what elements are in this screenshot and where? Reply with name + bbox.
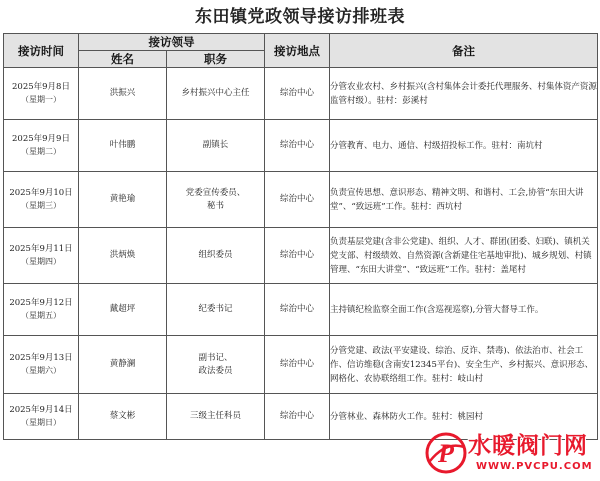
cell-date: [4, 228, 79, 284]
cell-position: [167, 68, 265, 120]
cell-note: 分管党建、政法(平安建设、综治、反诈、禁毒)、依法治市、社会工作、信访维稳(含南安12345平台)、安全生产、乡村振兴、意识形态、网格化、农协联络组工作。驻村：岐山村: [330, 336, 598, 394]
cell-position: [167, 228, 265, 284]
cell-name: 戴超坪: [79, 284, 167, 336]
cell-position: [167, 336, 265, 394]
cell-date: [4, 336, 79, 394]
weekday-text: （星期三）: [21, 201, 61, 210]
table-row: [4, 228, 598, 284]
position-line: 党委宣传委员、: [185, 187, 246, 198]
position-line: 秘书: [206, 200, 224, 211]
cell-location: 综治中心: [265, 68, 330, 120]
table-body: [4, 68, 598, 440]
position-line: 副镇长: [202, 140, 229, 150]
weekday-text: （星期五）: [21, 311, 61, 320]
cell-location: 综治中心: [265, 228, 330, 284]
cell-position: [167, 120, 265, 172]
cell-name: 黄艳瑜: [79, 172, 167, 228]
cell-note: 分管农业农村、乡村振兴(含村集体会计委托代理服务、村集体资产资源监管村级）。驻村：彭溪村: [330, 68, 598, 120]
page-title: 东田镇党政领导接访排班表: [195, 7, 405, 27]
date-text: 2025年9月11日: [9, 244, 73, 254]
schedule-table: [3, 33, 598, 440]
brand-logo-icon: [424, 431, 468, 475]
table-row: [4, 120, 598, 172]
table-header: [4, 34, 598, 68]
cell-position: [167, 284, 265, 336]
date-text: 2025年9月10日: [9, 188, 73, 198]
cell-location: 综治中心: [265, 336, 330, 394]
date-text: 2025年9月9日: [12, 134, 70, 144]
cell-date: [4, 284, 79, 336]
position-line: 纪委书记: [198, 304, 233, 314]
cell-name: 黄静澜: [79, 336, 167, 394]
table-row: [4, 68, 598, 120]
cell-location: 综治中心: [265, 284, 330, 336]
table-row: [4, 336, 598, 394]
weekday-text: （星期四）: [21, 257, 61, 266]
cell-note: 主持镇纪检监察全面工作(含巡视巡察),分管大督导工作。: [330, 284, 598, 336]
table-row: [4, 172, 598, 228]
date-text: 2025年9月14日: [9, 405, 73, 415]
cell-location: 综治中心: [265, 172, 330, 228]
header-name: 姓名: [79, 51, 167, 68]
cell-name: 洪振兴: [79, 68, 167, 120]
cell-note: 负责基层党建(含非公党建)、组织、人才、群团(团委、妇联)、镇机关党支部、村级绩效、自然资源(含新建住宅基地审批)、城乡规划、村镇管理、“东田大讲堂”、“致远班”工作。驻村：盖尾村: [330, 228, 598, 284]
header-time: 接访时间: [4, 34, 79, 68]
header-leader-group: 接访领导: [79, 34, 265, 51]
position-line: 三级主任科员: [189, 411, 241, 421]
cell-name: 蔡文彬: [79, 394, 167, 440]
cell-location: 综治中心: [265, 120, 330, 172]
weekday-text: （星期二）: [21, 147, 61, 156]
watermark-url: WWW.PVCPU.COM: [476, 461, 593, 472]
weekday-text: （星期六）: [21, 366, 61, 375]
cell-note: 负责宣传思想、意识形态、精神文明、和谐村、工会,协管“东田大讲堂”、“致远班”工作。驻村：西坑村: [330, 172, 598, 228]
cell-date: [4, 394, 79, 440]
header-position: 职务: [167, 51, 265, 68]
header-location: 接访地点: [265, 34, 330, 68]
cell-position: [167, 394, 265, 440]
cell-location: 综治中心: [265, 394, 330, 440]
brand-logo-letter: P: [438, 439, 454, 468]
weekday-text: （星期日）: [21, 418, 61, 427]
date-text: 2025年9月12日: [9, 298, 73, 308]
cell-name: 洪炳焕: [79, 228, 167, 284]
position-line: 乡村振兴中心主任: [181, 88, 250, 98]
header-note: 备注: [330, 34, 598, 68]
date-text: 2025年9月13日: [9, 353, 73, 363]
table-row: [4, 284, 598, 336]
cell-name: 叶伟鹏: [79, 120, 167, 172]
position-line: 组织委员: [198, 250, 233, 260]
cell-date: [4, 120, 79, 172]
cell-date: [4, 172, 79, 228]
position-line: 副书记、: [198, 352, 233, 363]
cell-note: 分管教育、电力、通信、村级招投标工作。驻村：南坑村: [330, 120, 598, 172]
cell-position: [167, 172, 265, 228]
position-line: 政法委员: [198, 365, 233, 376]
watermark-brand: 水暖阀门网: [468, 433, 588, 459]
site-watermark: [424, 431, 596, 475]
cell-note: 分管林业、森林防火工作。驻村：桃园村: [330, 394, 598, 440]
weekday-text: （星期一）: [21, 95, 61, 104]
cell-date: [4, 68, 79, 120]
date-text: 2025年9月8日: [12, 82, 70, 92]
